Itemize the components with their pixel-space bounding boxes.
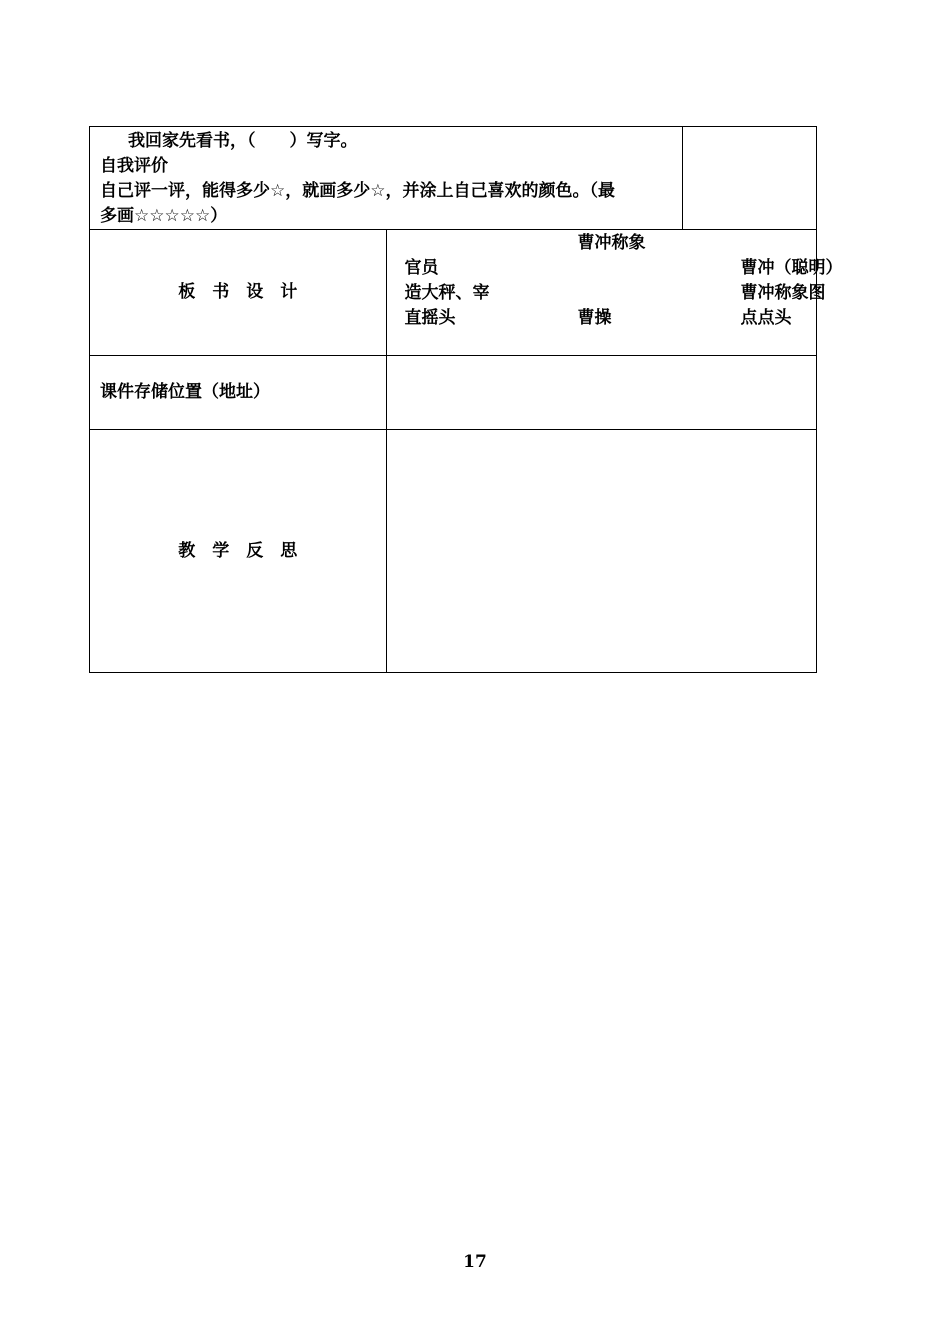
courseware-row — [90, 356, 817, 430]
board-right-2: 曹冲称象图 — [740, 283, 826, 303]
board-right-1: 曹冲（聪明） — [740, 258, 843, 278]
board-left-3: 直摇头 — [404, 308, 456, 328]
page-number: 17 — [463, 1252, 487, 1272]
board-title: 曹冲称象 — [577, 233, 646, 253]
self-eval-cell — [90, 127, 683, 230]
board-design-label: 板 书 设 计 — [90, 230, 387, 356]
board-middle: 曹操 — [577, 308, 612, 328]
teaching-reflection-label: 教 学 反 思 — [90, 430, 387, 673]
board-left-2: 造大秤、宰 — [404, 283, 490, 303]
self-eval-instruction: 自己评一评，能得多少☆，就画多少☆，并涂上自己喜欢的颜色。（最 — [100, 181, 615, 201]
self-eval-heading: 自我评价 — [100, 156, 168, 176]
teaching-reflection-value[interactable] — [386, 430, 817, 673]
reflection-row — [90, 430, 817, 673]
board-design-row — [90, 230, 817, 356]
board-right-3: 点点头 — [740, 308, 792, 328]
board-left-1: 官员 — [404, 258, 439, 278]
courseware-location-label: 课件存储位置（地址） — [90, 356, 387, 430]
homework-line: 我回家先看书，（ ）写字。 — [128, 131, 358, 151]
self-eval-row — [90, 127, 817, 230]
board-design-content — [386, 230, 843, 356]
self-eval-instruction-cont: 多画☆☆☆☆☆） — [100, 206, 228, 226]
lesson-plan-table — [89, 126, 843, 673]
courseware-location-value[interactable] — [386, 356, 817, 430]
self-eval-score-cell — [683, 127, 817, 230]
